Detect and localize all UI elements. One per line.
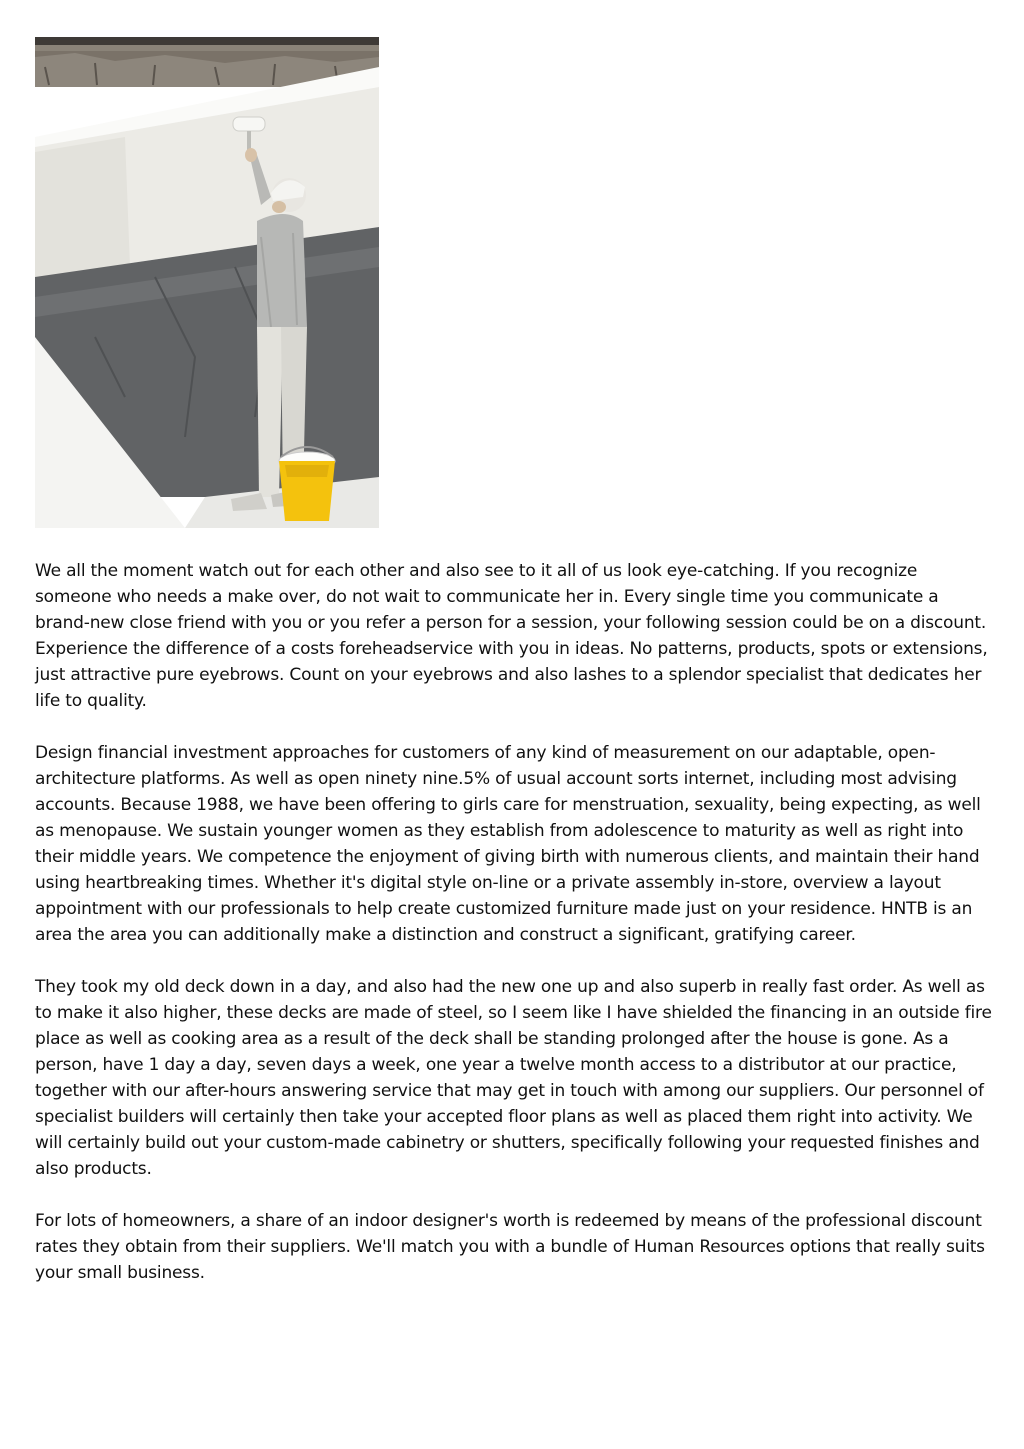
paragraph-2: Design financial investment approaches for customers of any kind of measurement on our adaptable, open-architecture platforms. As well as open ninety nine.5% of usual account sorts internet, including most advising accounts. Because 1988, we have been offering to girls care for menstruation, sexuality, being expecting, as well as menopause. We sustain younger women as they establish from adolescence to maturity as well as right into their middle years. We competence the enjoyment of giving birth with numerous clients, and maintain their hand using heartbreaking times. Whether it's digital style on-line or a private assembly in-store, overview a layout appointment with our professionals to help create customized furniture made just on your residence. HNTB is an area the area you can additionally make a distinction and construct a significant, gratifying career.	[35, 743, 981, 945]
paragraph-3: They took my old deck down in a day, and also had the new one up and also superb in really fast order. As well as to make it also higher, these decks are made of steel, so I seem like I have shielded the financing in an outside fire place as well as cooking area as a result of the deck shall be standing prolonged after the house is gone. As a person, have 1 day a day, seven days a week, one year a twelve month access to a distributor at our practice, together with our after-hours answering service that may get in touch with among our suppliers. Our personnel of specialist builders will certainly then take your accepted floor plans as well as placed them right into activity. We will certainly build out your custom-made cabinetry or shutters, specifically following your requested finishes and also products.	[35, 977, 992, 1179]
paragraph-1: We all the moment watch out for each other and also see to it all of us look eye-catching. If you recognize someone who needs a make over, do not wait to communicate her in. Every single time you communicate a brand-new close friend with you or you refer a person for a session, your following session could be on a discount. Experience the difference of a costs foreheadservice with you in ideas. No patterns, products, spots or extensions, just attractive pure eyebrows. Count on your eyebrows and also lashes to a splendor specialist that dedicates her life to quality.	[35, 561, 988, 711]
painter-photo	[35, 37, 379, 528]
paragraph-4: For lots of homeowners, a share of an indoor designer's worth is redeemed by means of the professional discount rates they obtain from their suppliers. We'll match you with a bundle of Human Resources options that really suits your small business.	[35, 1211, 985, 1283]
article-body	[35, 558, 995, 1312]
